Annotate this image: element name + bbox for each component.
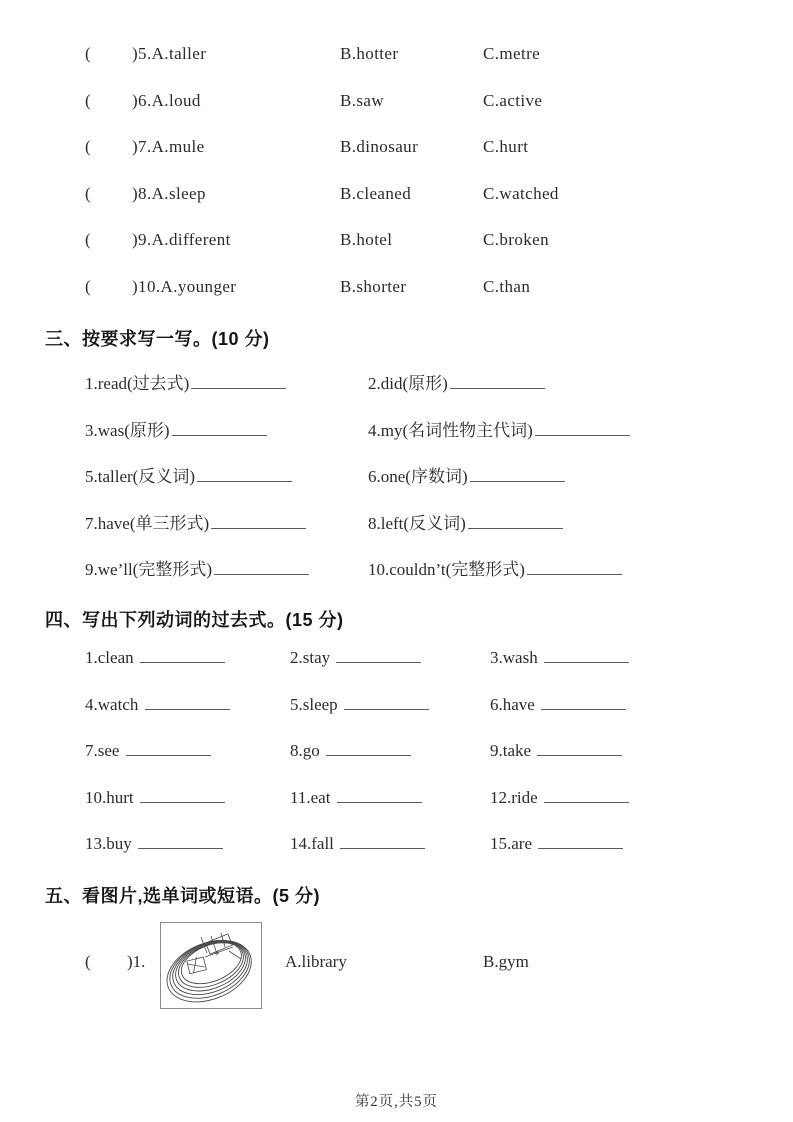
answer-blank xyxy=(541,695,626,710)
mc-row-10 xyxy=(85,277,763,299)
fill-item-label: 6.one(序数词) xyxy=(368,467,468,486)
answer-blank xyxy=(197,467,292,482)
fill-item-label: 1.read(过去式) xyxy=(85,374,190,393)
answer-blank xyxy=(326,741,411,756)
answer-blank xyxy=(340,834,425,849)
answer-blank xyxy=(544,788,629,803)
mc-row-5 xyxy=(85,44,763,66)
answer-blank xyxy=(470,467,565,482)
verb-label: 3.wash xyxy=(490,648,538,667)
mc-row-6 xyxy=(85,91,763,113)
answer-blank xyxy=(544,648,629,663)
verb-row xyxy=(85,788,763,810)
mc-option-c: C.metre xyxy=(483,44,541,63)
verb-label: 12.ride xyxy=(490,787,538,807)
mc-option-a: A.different xyxy=(151,230,231,249)
section3-items xyxy=(85,369,763,602)
verb-label: 8.go xyxy=(290,741,320,760)
mc-item-number: )10. xyxy=(132,276,161,296)
section3-title: 三、按要求写一写。(10 分) xyxy=(45,329,270,349)
mc-option-c: C.active xyxy=(483,90,543,110)
picture-option-b: B.gym xyxy=(483,952,529,971)
fill-item-label: 8.left(反义词) xyxy=(368,513,466,533)
verb-label: 10.hurt xyxy=(85,787,134,807)
verb-row xyxy=(85,834,763,856)
section5-title: 五、看图片,选单词或短语。(5 分) xyxy=(45,886,320,906)
answer-blank xyxy=(126,741,211,756)
mc-option-a: A.loud xyxy=(151,90,201,110)
verb-label: 13.buy xyxy=(85,834,132,853)
answer-blank xyxy=(138,834,223,849)
verb-label: 9.take xyxy=(490,741,532,760)
verb-label: 5.sleep xyxy=(290,694,338,714)
answer-blank xyxy=(450,374,545,389)
answer-paren-open: ( xyxy=(85,276,92,296)
answer-blank xyxy=(535,421,630,436)
fill-item-label: 2.did(原形) xyxy=(368,374,448,393)
mc-row-8 xyxy=(85,184,763,206)
answer-blank xyxy=(214,560,309,575)
mc-row-7 xyxy=(85,137,763,159)
item-number: )1. xyxy=(127,952,146,971)
verb-label: 1.clean xyxy=(85,648,134,667)
fill-row xyxy=(85,509,763,531)
fill-item-label: 5.taller(反义词) xyxy=(85,467,195,486)
verb-row xyxy=(85,648,763,670)
mc-item-number: )6. xyxy=(132,90,152,110)
mc-item-number: )8. xyxy=(132,183,152,203)
fill-item-label: 7.have(单三形式) xyxy=(85,513,210,533)
verb-label: 6.have xyxy=(490,694,535,714)
mc-option-b: B.hotel xyxy=(340,230,393,249)
mc-option-b: B.dinosaur xyxy=(340,137,419,156)
answer-blank xyxy=(468,514,563,529)
answer-paren-open: ( xyxy=(85,952,91,971)
fill-item-label: 10.couldn’t(完整形式) xyxy=(368,560,525,579)
answer-blank xyxy=(140,788,225,803)
answer-blank xyxy=(211,514,306,529)
mc-option-b: B.cleaned xyxy=(340,183,412,203)
verb-row xyxy=(85,695,763,717)
answer-blank xyxy=(538,834,623,849)
mc-option-a: A.younger xyxy=(160,276,237,296)
verb-label: 7.see xyxy=(85,741,120,760)
fill-row xyxy=(85,416,763,438)
verb-label: 14.fall xyxy=(290,834,334,853)
fill-item-label: 9.we’ll(完整形式) xyxy=(85,560,213,579)
mc-option-a: A.mule xyxy=(151,137,205,156)
mc-option-c: C.than xyxy=(483,276,531,296)
answer-blank xyxy=(336,648,421,663)
mc-option-b: B.saw xyxy=(340,90,385,110)
answer-paren-open: ( xyxy=(85,44,92,63)
picture-option-a: A.library xyxy=(285,952,347,971)
mc-item-number: )7. xyxy=(132,137,152,156)
mc-option-b: B.hotter xyxy=(340,44,399,63)
section5-item xyxy=(85,922,763,1014)
running-track-image xyxy=(160,922,262,1009)
mc-option-a: A.sleep xyxy=(151,183,206,203)
answer-blank xyxy=(527,560,622,575)
verb-label: 2.stay xyxy=(290,648,331,667)
answer-paren-open: ( xyxy=(85,230,92,249)
mc-item-number: )5. xyxy=(132,44,152,63)
answer-blank xyxy=(344,695,429,710)
answer-blank xyxy=(537,741,622,756)
page-number-indicator: 第2页,共5页 xyxy=(354,1094,439,1110)
verb-label: 11.eat xyxy=(290,787,331,807)
verb-label: 4.watch xyxy=(85,694,139,714)
answer-paren-open: ( xyxy=(85,137,92,156)
fill-item-label: 3.was(原形) xyxy=(85,420,170,440)
fill-row xyxy=(85,555,763,577)
mc-option-c: C.watched xyxy=(483,183,559,203)
answer-paren-open: ( xyxy=(85,183,92,203)
fill-row xyxy=(85,462,763,484)
mc-item-number: )9. xyxy=(132,230,152,249)
answer-blank xyxy=(140,648,225,663)
mc-row-9 xyxy=(85,230,763,252)
mc-option-c: C.broken xyxy=(483,230,549,249)
mc-option-a: A.taller xyxy=(151,44,207,63)
verb-label: 15.are xyxy=(490,834,533,853)
verb-row xyxy=(85,741,763,763)
section4-title: 四、写出下列动词的过去式。(15 分) xyxy=(45,610,344,630)
answer-blank xyxy=(337,788,422,803)
answer-paren-open: ( xyxy=(85,90,92,110)
running-track-drawing xyxy=(161,923,261,1008)
multiple-choice-section xyxy=(85,44,763,323)
mc-option-b: B.shorter xyxy=(340,276,407,296)
answer-blank xyxy=(172,421,267,436)
mc-option-c: C.hurt xyxy=(483,137,529,156)
section4-items xyxy=(85,648,763,881)
fill-row xyxy=(85,369,763,391)
answer-blank xyxy=(191,374,286,389)
fill-item-label: 4.my(名词性物主代词) xyxy=(368,420,533,440)
answer-blank xyxy=(145,695,230,710)
